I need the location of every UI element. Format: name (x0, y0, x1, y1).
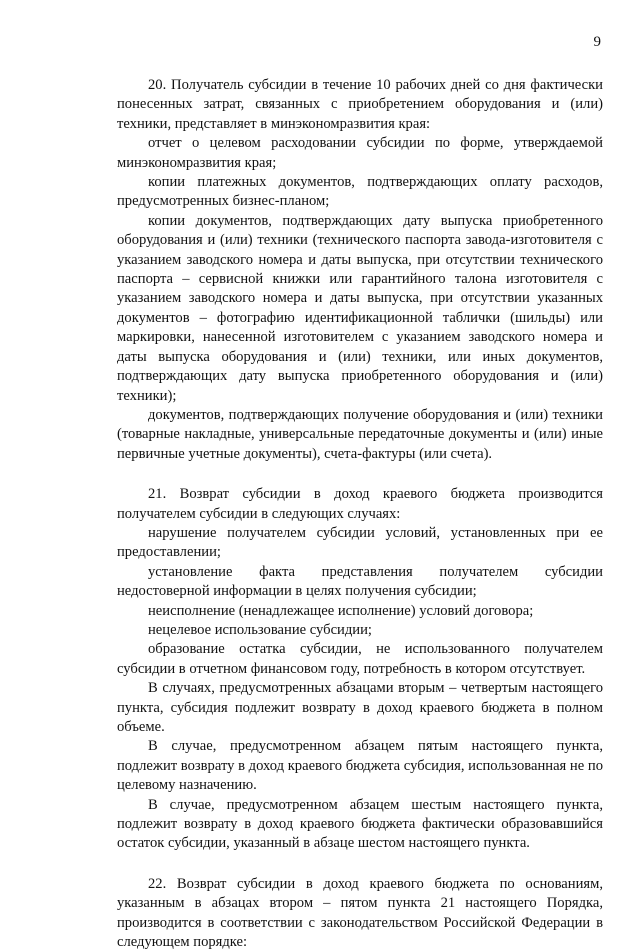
paragraph: В случае, предусмотренном абзацем пятым настоящего пункта, подлежит возврату в доход краевого бюджета субсидия, использованная не по целевому назначению. (117, 738, 603, 794)
paragraph: установление факта представления получателем субсидии недостоверной информации в целях получения субсидии; (117, 563, 603, 600)
paragraph: 22. Возврат субсидии в доход краевого бюджета по основаниям, указанным в абзацах втором – пятом пункта 21 настоящего Порядка, производится в соответствии с законодательством Российской Федерации в следующем порядке: (117, 875, 603, 951)
paragraph: документов, подтверждающих получение оборудования и (или) техники (товарные накладные, универсальные передаточные документы и (или) иные первичные учетные документы), счета-фактуры (или счета). (117, 406, 603, 462)
page-number: 9 (593, 34, 601, 50)
paragraph: В случаях, предусмотренных абзацами вторым – четвертым настоящего пункта, субсидия подлежит возврату в доход краевого бюджета в полном объеме. (117, 680, 603, 735)
paragraph: отчет о целевом расходовании субсидии по форме, утверждаемой минэкономразвития края; (117, 135, 603, 171)
document-body (117, 76, 603, 952)
paragraph: копии платежных документов, подтверждающих оплату расходов, предусмотренных бизнес-планом; (117, 174, 603, 210)
paragraph: копии документов, подтверждающих дату выпуска приобретенного оборудования и (или) техники (технического паспорта завода-изготовителя с указанием заводского номера и даты выпуска, при отсутствии технического паспорта – сервисной книжки или гарантийного талона изготовителя с указанием заводского номера и даты выпуска, при отсутствии указанных документов – фотографию идентификационной таблички (шильды) или маркировки, нанесенной изготовителем с указанием заводского номера и даты выпуска оборудования и (или) техники, или иных документов, подтверждающих дату выпуска приобретенного оборудования и (или) техники); (117, 212, 603, 404)
paragraph: 21. Возврат субсидии в доход краевого бюджета производится получателем субсидии в следующих случаях: (117, 486, 603, 522)
paragraph: неисполнение (ненадлежащее исполнение) условий договора; (148, 602, 534, 619)
paragraph: В случае, предусмотренном абзацем шестым настоящего пункта, подлежит возврату в доход краевого бюджета фактически образовавшийся остаток субсидии, указанный в абзаце шестом настоящего пункта. (117, 796, 603, 852)
paragraph: образование остатка субсидии, не использованного получателем субсидии в отчетном финансовом году, потребность в котором отсутствует. (117, 641, 603, 677)
paragraph: нецелевое использование субсидии; (148, 621, 372, 638)
paragraph: нарушение получателем субсидии условий, установленных при ее предоставлении; (117, 524, 603, 561)
paragraph: 20. Получатель субсидии в течение 10 рабочих дней со дня фактически понесенных затрат, связанных с приобретением оборудования и (или) техники, представляет в минэкономразвития края: (117, 77, 603, 132)
